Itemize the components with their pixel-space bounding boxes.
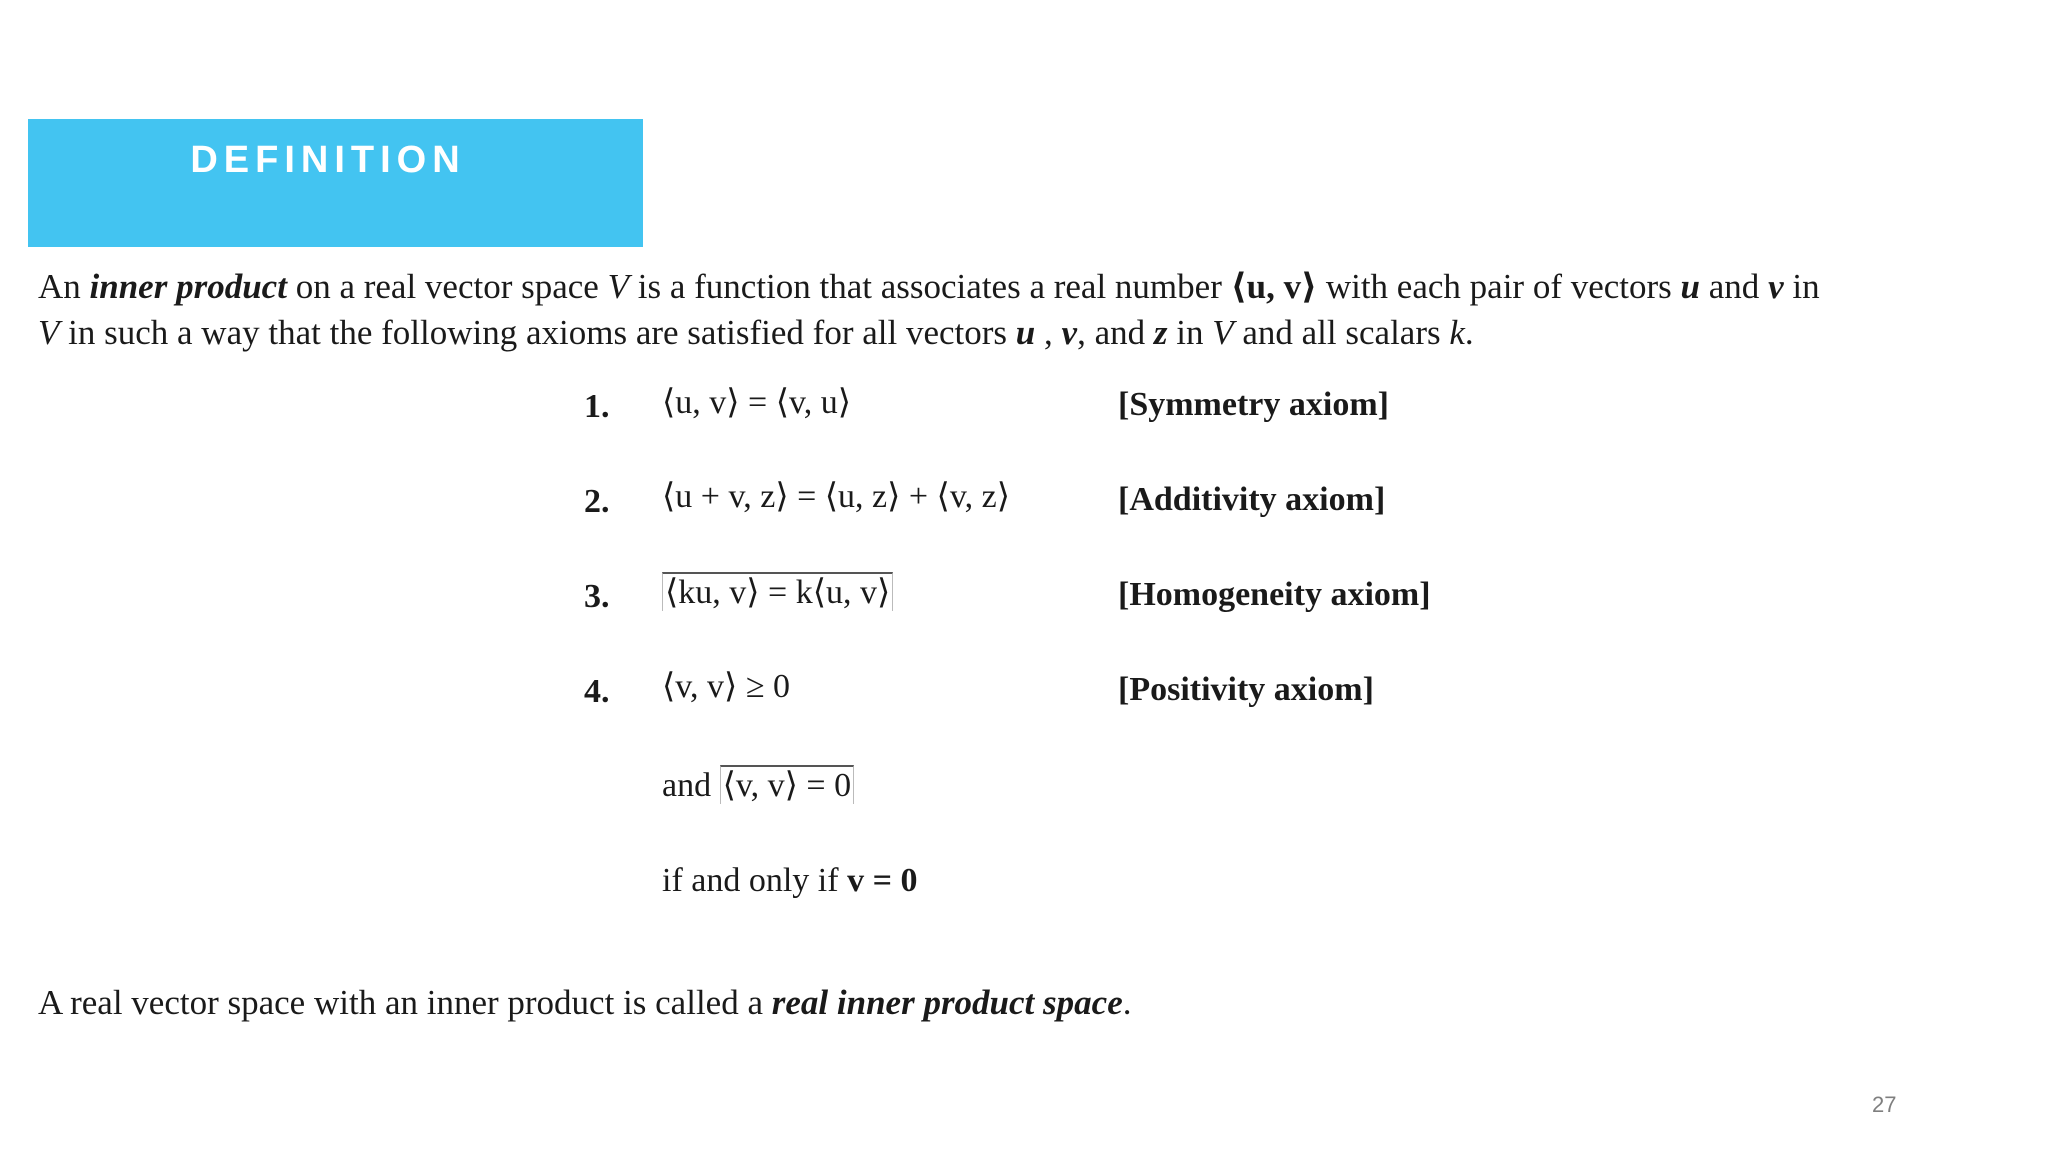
axiom-name: [Additivity axiom] [1118,481,1386,518]
text-run: in [1783,267,1820,306]
axiom-name: [Homogeneity axiom] [1118,576,1431,613]
text-run: in such a way that the following axioms are satisfied for all vectors [59,313,1016,352]
conclusion-paragraph [38,980,2028,1026]
term-real-inner-product-space: real inner product space [771,983,1123,1022]
symbol-v: v [1061,313,1078,352]
symbol-V: V [607,267,629,306]
axiom-formula: ⟨u, v⟩ = ⟨v, u⟩ [662,384,852,421]
symbol-v: v [1768,267,1784,306]
axiom-name: [Positivity axiom] [1118,671,1374,708]
text-run: and all scalars [1233,313,1450,352]
axiom-number: 2. [584,483,610,520]
definition-banner [28,119,643,247]
symbol-u: u [1015,313,1036,352]
term-inner-product: inner product [89,267,287,306]
text-run: with each pair of vectors [1317,267,1681,306]
symbol-u: u [1680,267,1701,306]
text-run: and [1700,267,1769,306]
text-run: on a real vector space [286,267,608,306]
axiom-number: 3. [584,578,610,615]
text-run: A real vector space with an inner product is called a [38,983,772,1022]
page-number: 27 [1872,1092,1897,1117]
axiom-number: 1. [584,388,610,425]
text-run: , [1035,313,1062,352]
homogeneity-formula: ⟨ku, v⟩ = k⟨u, v⟩ [662,572,893,611]
text-run: An [38,267,90,306]
iff-formula: v = 0 [847,862,918,899]
symbol-V: V [1212,313,1234,352]
positivity-and-line [662,765,854,805]
text-run: , and [1077,313,1154,352]
axiom-number: 4. [584,673,610,710]
text-run: . [1122,983,1132,1022]
banner-title: DEFINITION [190,139,466,181]
text-run: in [1167,313,1213,352]
text-run: . [1464,313,1474,352]
and-formula: ⟨v, v⟩ = 0 [720,765,855,804]
axiom-formula: ⟨v, v⟩ ≥ 0 [662,668,790,705]
and-label: and [662,767,712,804]
positivity-iff-line [662,862,917,900]
axiom-formula-boxed [662,572,893,612]
iff-label: if and only if [662,862,839,899]
axiom-formula: ⟨u + v, z⟩ = ⟨u, z⟩ + ⟨v, z⟩ [662,478,1010,515]
symbol-uv: ⟨u, v⟩ [1230,267,1318,306]
symbol-z: z [1153,313,1168,352]
axiom-name: [Symmetry axiom] [1118,386,1389,423]
symbol-V: V [38,313,60,352]
text-run: is a function that associates a real number [629,267,1231,306]
definition-paragraph [38,264,2028,356]
symbol-k: k [1449,313,1465,352]
